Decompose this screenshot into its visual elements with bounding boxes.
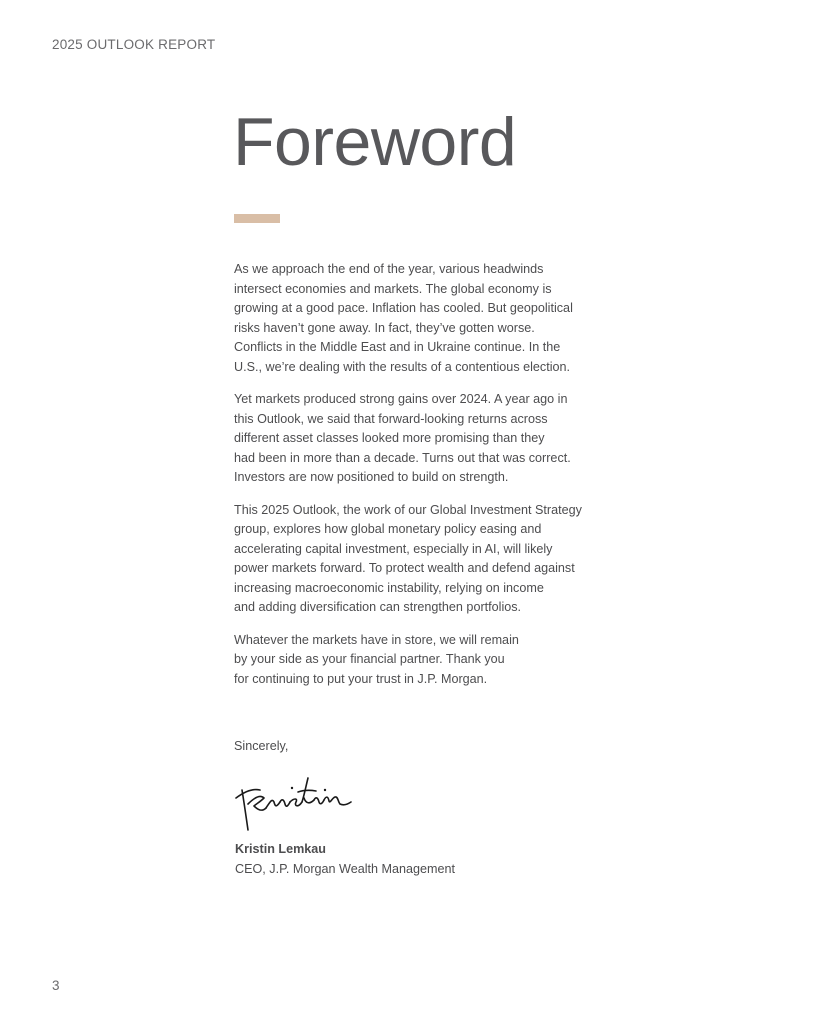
paragraph-line: As we approach the end of the year, various headwinds — [234, 262, 544, 276]
paragraph-line: different asset classes looked more promising than they — [234, 431, 545, 445]
paragraph-line: for continuing to put your trust in J.P. Morgan. — [234, 671, 488, 686]
paragraph-line: and adding diversification can strengthen portfolios. — [234, 600, 522, 614]
paragraph-line: Whatever the markets have in store, we will remain — [234, 632, 519, 647]
paragraph-line: increasing macroeconomic instability, relying on income — [234, 580, 544, 595]
paragraph-line: group, explores how global monetary policy easing and — [234, 522, 542, 536]
paragraph-2 — [234, 390, 634, 488]
paragraph-line: intersect economies and markets. The global economy is — [234, 281, 552, 296]
report-header: 2025 OUTLOOK REPORT — [52, 37, 216, 52]
signature-image — [230, 768, 360, 836]
paragraph-line: growing at a good pace. Inflation has cooled. But geopolitical — [234, 301, 573, 315]
paragraph-line: This 2025 Outlook, the work of our Global Investment Strategy — [234, 502, 582, 517]
paragraph-line: Investors are now positioned to build on strength. — [234, 470, 509, 484]
page-number: 3 — [52, 978, 60, 993]
paragraph-1 — [234, 260, 634, 377]
paragraph-line: risks haven’t gone away. In fact, they’ve gotten worse. — [234, 320, 535, 335]
foreword-body — [234, 260, 634, 702]
paragraph-line: by your side as your financial partner. Thank you — [234, 652, 505, 666]
paragraph-line: accelerating capital investment, especially in AI, will likely — [234, 541, 553, 556]
paragraph-4 — [234, 631, 634, 690]
page-title: Foreword — [233, 104, 517, 180]
paragraph-line: power markets forward. To protect wealth and defend against — [234, 561, 575, 575]
signer-title: CEO, J.P. Morgan Wealth Management — [235, 862, 456, 876]
paragraph-3 — [234, 501, 634, 618]
paragraph-line: had been in more than a decade. Turns out that was correct. — [234, 450, 571, 465]
paragraph-line: this Outlook, we said that forward-looking returns across — [234, 411, 548, 426]
paragraph-line: U.S., we’re dealing with the results of a contentious election. — [234, 359, 571, 374]
signer-name: Kristin Lemkau — [235, 842, 326, 856]
closing-salutation: Sincerely, — [234, 739, 289, 753]
paragraph-line: Conflicts in the Middle East and in Ukraine continue. In the — [234, 340, 561, 354]
accent-bar — [234, 214, 280, 223]
paragraph-line: Yet markets produced strong gains over 2024. A year ago in — [234, 392, 568, 406]
